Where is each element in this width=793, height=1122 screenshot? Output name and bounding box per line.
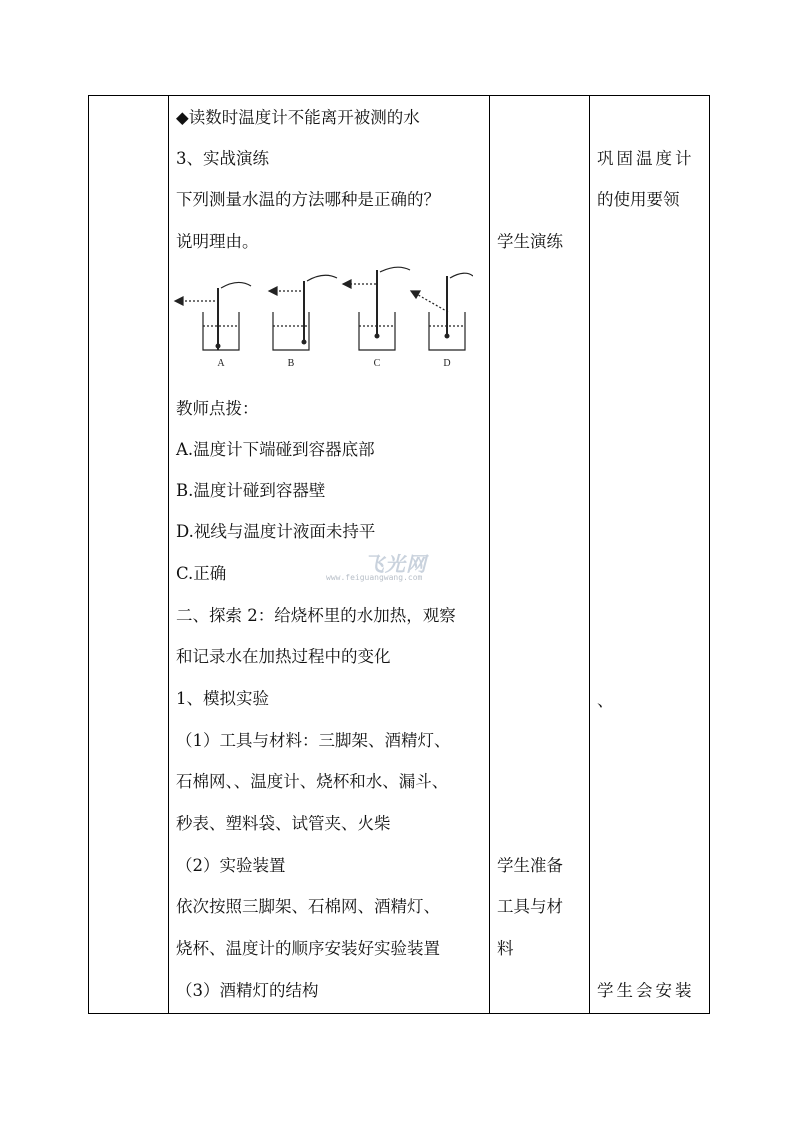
- text-line: 工具与材: [497, 897, 563, 916]
- text-line: A.温度计下端碰到容器底部: [176, 440, 375, 459]
- text-line: 二、探索 2：给烧杯里的水加热，观察: [176, 606, 456, 625]
- text-line: 学生演练: [497, 232, 563, 251]
- blank-column-cell: [89, 96, 169, 1014]
- text-line: 1、模拟实验: [176, 689, 269, 708]
- activity-column-cell: [490, 96, 590, 1014]
- text-line: 依次按照三脚架、石棉网、酒精灯、: [176, 897, 440, 916]
- text-line: 3、实战演练: [176, 149, 269, 168]
- text-line: 教师点拨：: [176, 399, 259, 418]
- figure-label-a: A: [217, 358, 225, 369]
- text-line: （3）酒精灯的结构: [176, 981, 319, 1000]
- text-line: D.视线与温度计液面未持平: [176, 522, 376, 541]
- text-line: ◆读数时温度计不能离开被测的水: [176, 108, 420, 127]
- figure-label-d: D: [443, 358, 451, 369]
- watermark-logo: 飞光网: [364, 552, 427, 576]
- text-line: C.正确: [176, 564, 227, 583]
- text-line: 烧杯、温度计的顺序安装好实验装置: [176, 939, 440, 958]
- thermometer-beaker-figure: [173, 266, 473, 376]
- figure-label-b: B: [287, 358, 295, 369]
- text-line: B.温度计碰到容器壁: [176, 481, 326, 500]
- text-line: （1）工具与材料：三脚架、酒精灯、: [176, 731, 451, 750]
- text-line: 下列测量水温的方法哪种是正确的？: [176, 190, 440, 209]
- goal-column-cell: [590, 96, 710, 1014]
- text-line: 的使用要领: [597, 190, 680, 209]
- figure-label-c: C: [373, 358, 381, 369]
- text-line: 学生准备: [497, 856, 563, 875]
- content-column-cell: [169, 96, 490, 1014]
- text-line: （2）实验装置: [176, 856, 286, 875]
- watermark-url: www.feiguangwang.com: [326, 573, 423, 582]
- text-line: 石棉网、、温度计、烧杯和水、漏斗、: [176, 772, 449, 791]
- text-line: 说明理由。: [176, 232, 259, 251]
- table-row: [89, 96, 710, 1014]
- text-line: 巩固温度计: [597, 149, 695, 168]
- lesson-table: [88, 95, 710, 1014]
- text-line: 和记录水在加热过程中的变化: [176, 647, 391, 666]
- text-line: 料: [497, 939, 514, 958]
- text-line: 秒表、塑料袋、试管夹、火柴: [176, 814, 391, 833]
- text-line: 学生会安装: [597, 981, 695, 1000]
- text-line: 、: [597, 691, 614, 710]
